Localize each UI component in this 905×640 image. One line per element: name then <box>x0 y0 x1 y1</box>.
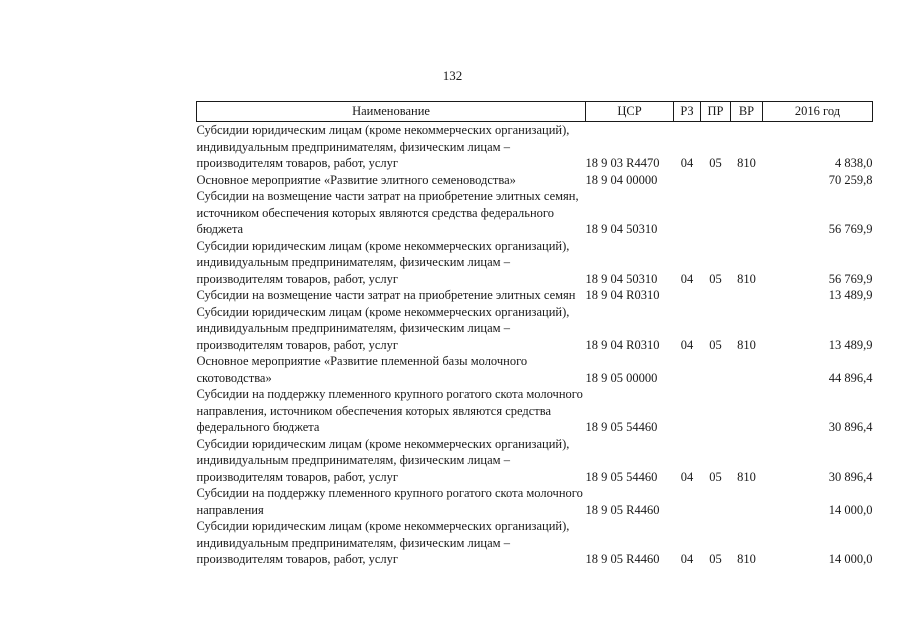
row-csr: 18 9 04 R0310 <box>585 337 660 352</box>
table-row <box>197 518 873 568</box>
row-pr: 05 <box>709 469 722 484</box>
row-rz: 04 <box>680 337 694 352</box>
row-amount: 56 769,9 <box>828 271 873 286</box>
row-vr <box>731 287 763 304</box>
row-rz: 04 <box>680 552 694 566</box>
table-body <box>197 122 873 568</box>
row-name: Субсидии юридическим лицам (кроме некоммерческих организаций), индивидуальным предпринимателям, физическим лицам – производителям товаров, работ, услуг <box>196 304 570 352</box>
row-name: Основное мероприятие «Развитие элитного семеноводства» <box>196 172 516 187</box>
row-name: Субсидии юридическим лицам (кроме некоммерческих организаций), индивидуальным предпринимателям, физическим лицам – производителям товаров, работ, услуг <box>196 123 570 170</box>
row-vr: 810 <box>737 552 756 566</box>
row-pr <box>701 386 731 436</box>
row-name: Субсидии юридическим лицам (кроме некоммерческих организаций), индивидуальным предпринимателям, физическим лицам – производителям товаров, работ, услуг <box>196 238 570 286</box>
header-pr: ПР <box>701 102 731 122</box>
row-rz <box>674 188 701 238</box>
row-rz <box>674 172 701 189</box>
table-row <box>197 304 873 354</box>
row-csr: 18 9 04 R0310 <box>585 288 660 302</box>
row-amount: 4 838,0 <box>835 156 873 170</box>
row-amount: 14 000,0 <box>828 552 873 566</box>
row-amount: 44 896,4 <box>828 370 873 385</box>
row-csr: 18 9 05 54460 <box>585 469 658 484</box>
row-rz <box>674 485 701 518</box>
table-row <box>197 436 873 486</box>
row-csr: 18 9 04 50310 <box>585 271 658 286</box>
row-vr: 810 <box>737 156 756 170</box>
header-year: 2016 год <box>763 102 873 122</box>
row-csr: 18 9 04 50310 <box>585 222 658 236</box>
row-csr: 18 9 05 R4460 <box>585 552 660 566</box>
row-amount: 30 896,4 <box>828 420 873 434</box>
row-pr: 05 <box>709 271 722 286</box>
row-vr: 810 <box>737 271 756 286</box>
table-row <box>197 386 873 436</box>
row-csr: 18 9 05 00000 <box>585 370 658 385</box>
row-amount: 13 489,9 <box>828 337 873 352</box>
header-rz: РЗ <box>674 102 701 122</box>
row-name: Субсидии на возмещение части затрат на приобретение элитных семян, источником обеспечения которых являются средства федерального бюджета <box>196 189 579 236</box>
table-row <box>197 122 873 172</box>
row-name: Субсидии юридическим лицам (кроме некоммерческих организаций), индивидуальным предпринимателям, физическим лицам – производителям товаров, работ, услуг <box>196 436 570 484</box>
row-name: Субсидии юридическим лицам (кроме некоммерческих организаций), индивидуальным предпринимателям, физическим лицам – производителям товаров, работ, услуг <box>196 519 570 566</box>
row-vr: 810 <box>737 469 756 484</box>
row-amount: 70 259,8 <box>828 172 873 187</box>
page-number: 132 <box>442 68 463 83</box>
row-amount: 14 000,0 <box>828 502 873 517</box>
row-rz <box>674 353 701 386</box>
row-amount: 30 896,4 <box>828 469 873 484</box>
row-vr <box>731 353 763 386</box>
header-name: Наименование <box>197 102 586 122</box>
row-csr: 18 9 04 00000 <box>585 172 658 187</box>
row-vr: 810 <box>737 337 756 352</box>
header-csr: ЦСР <box>586 102 674 122</box>
table-row <box>197 172 873 189</box>
row-amount: 56 769,9 <box>828 222 873 236</box>
row-pr <box>701 353 731 386</box>
row-name: Субсидии на поддержку племенного крупного рогатого скота молочного направления <box>196 486 583 517</box>
row-name: Субсидии на поддержку племенного крупного рогатого скота молочного направления, источником обеспечения которых являются средства федерального бюджета <box>196 387 583 434</box>
header-row <box>197 102 873 122</box>
row-vr <box>731 188 763 238</box>
row-csr: 18 9 05 R4460 <box>585 502 660 517</box>
row-vr <box>731 485 763 518</box>
row-rz <box>674 386 701 436</box>
row-pr <box>701 172 731 189</box>
row-pr <box>701 287 731 304</box>
row-pr: 05 <box>709 552 722 566</box>
row-rz <box>674 287 701 304</box>
row-vr <box>731 386 763 436</box>
row-name: Субсидии на возмещение части затрат на приобретение элитных семян <box>196 288 576 302</box>
row-amount: 13 489,9 <box>828 288 873 302</box>
row-rz: 04 <box>680 469 694 484</box>
row-csr: 18 9 03 R4470 <box>585 156 660 170</box>
table-row <box>197 287 873 304</box>
row-name: Основное мероприятие «Развитие племенной базы молочного скотоводства» <box>196 354 528 385</box>
row-pr <box>701 485 731 518</box>
row-vr <box>731 172 763 189</box>
table-header <box>197 102 873 122</box>
row-pr: 05 <box>709 156 722 170</box>
row-pr: 05 <box>709 337 722 352</box>
table-row <box>197 485 873 518</box>
table-row <box>197 353 873 386</box>
row-rz: 04 <box>680 271 694 286</box>
table-row <box>197 238 873 288</box>
row-rz: 04 <box>680 156 694 170</box>
table-row <box>197 188 873 238</box>
row-csr: 18 9 05 54460 <box>585 420 658 434</box>
header-vr: ВР <box>731 102 763 122</box>
budget-table <box>196 101 873 568</box>
row-pr <box>701 188 731 238</box>
